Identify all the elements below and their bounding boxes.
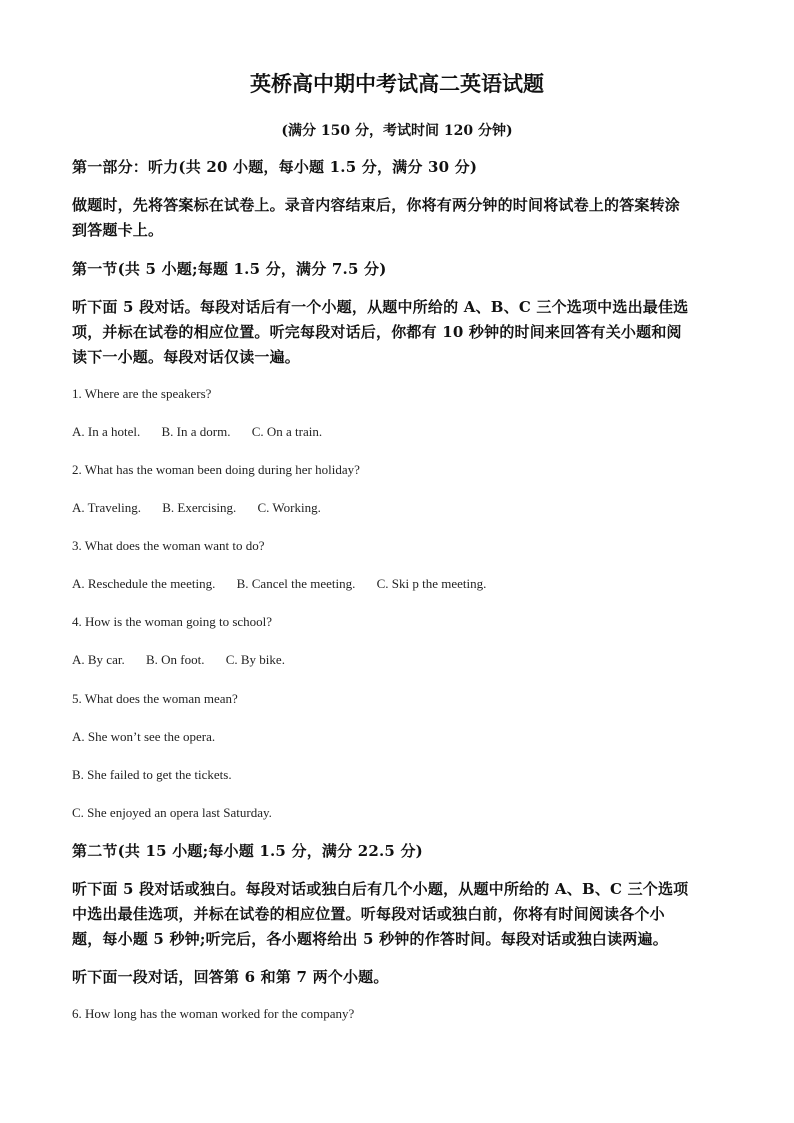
question-1-options <box>72 424 722 440</box>
section1-instruction-line: 项，并标在试卷的相应位置。听完每段对话后，你都有 10 秒钟的时间来回答有关小题和阅 <box>72 323 682 341</box>
question-4-options <box>72 652 722 668</box>
question-1: 1. Where are the speakers? <box>72 386 212 401</box>
option-b: B. On foot. <box>145 652 205 667</box>
page-subtitle: (满分 150 分，考试时间 120 分钟) <box>281 123 513 139</box>
option-a: A. By car. <box>72 652 125 667</box>
group-intro: 听下面一段对话，回答第 6 和第 7 两个小题。 <box>72 968 389 986</box>
option-b: B. Cancel the meeting. <box>236 576 356 591</box>
option-b: B. In a dorm. <box>161 424 231 439</box>
part1-instruction-line: 到答题卡上。 <box>72 221 164 239</box>
option-b: B. Exercising. <box>162 500 237 515</box>
section2-instruction-line: 中选出最佳选项，并标在试卷的相应位置。听每段对话或独白前，你将有时间阅读各个小 <box>72 905 665 923</box>
section2-heading: 第二节(共 15 小题;每小题 1.5 分，满分 22.5 分) <box>72 842 423 860</box>
option-c: C. She enjoyed an opera last Saturday. <box>72 805 272 820</box>
option-c: C. By bike. <box>225 652 285 667</box>
question-5: 5. What does the woman mean? <box>72 691 238 706</box>
option-a: A. Traveling. <box>72 500 141 515</box>
question-2-options <box>72 500 722 516</box>
part1-instruction-line: 做题时，先将答案标在试卷上。录音内容结束后，你将有两分钟的时间将试卷上的答案转涂 <box>72 196 681 214</box>
section2-instruction-line: 听下面 5 段对话或独白。每段对话或独白后有几个小题，从题中所给的 A、B、C 三个选项 <box>72 880 689 898</box>
option-b: B. She failed to get the tickets. <box>72 767 232 782</box>
option-a: A. She won’t see the opera. <box>72 729 216 744</box>
option-c: C. Ski p the meeting. <box>376 576 487 591</box>
question-6: 6. How long has the woman worked for the company? <box>72 1006 355 1021</box>
option-a: A. Reschedule the meeting. <box>72 576 216 591</box>
part1-heading: 第一部分：听力(共 20 小题，每小题 1.5 分，满分 30 分) <box>72 158 478 176</box>
question-2: 2. What has the woman been doing during her holiday? <box>72 462 360 477</box>
section2-instruction-line: 题，每小题 5 秒钟;听完后，各小题将给出 5 秒钟的作答时间。每段对话或独白读两遍。 <box>72 930 668 948</box>
option-c: C. On a train. <box>251 424 323 439</box>
question-3: 3. What does the woman want to do? <box>72 538 265 553</box>
question-4: 4. How is the woman going to school? <box>72 614 273 629</box>
section1-heading: 第一节(共 5 小题;每题 1.5 分，满分 7.5 分) <box>72 260 387 278</box>
page-title: 英桥高中期中考试高二英语试题 <box>250 71 544 96</box>
option-c: C. Working. <box>257 500 321 515</box>
question-3-options <box>72 576 722 592</box>
option-a: A. In a hotel. <box>72 424 141 439</box>
section1-instruction-line: 听下面 5 段对话。每段对话后有一个小题，从题中所给的 A、B、C 三个选项中选出最佳选 <box>72 298 689 316</box>
section1-instruction-line: 读下一小题。每段对话仅读一遍。 <box>72 348 301 366</box>
